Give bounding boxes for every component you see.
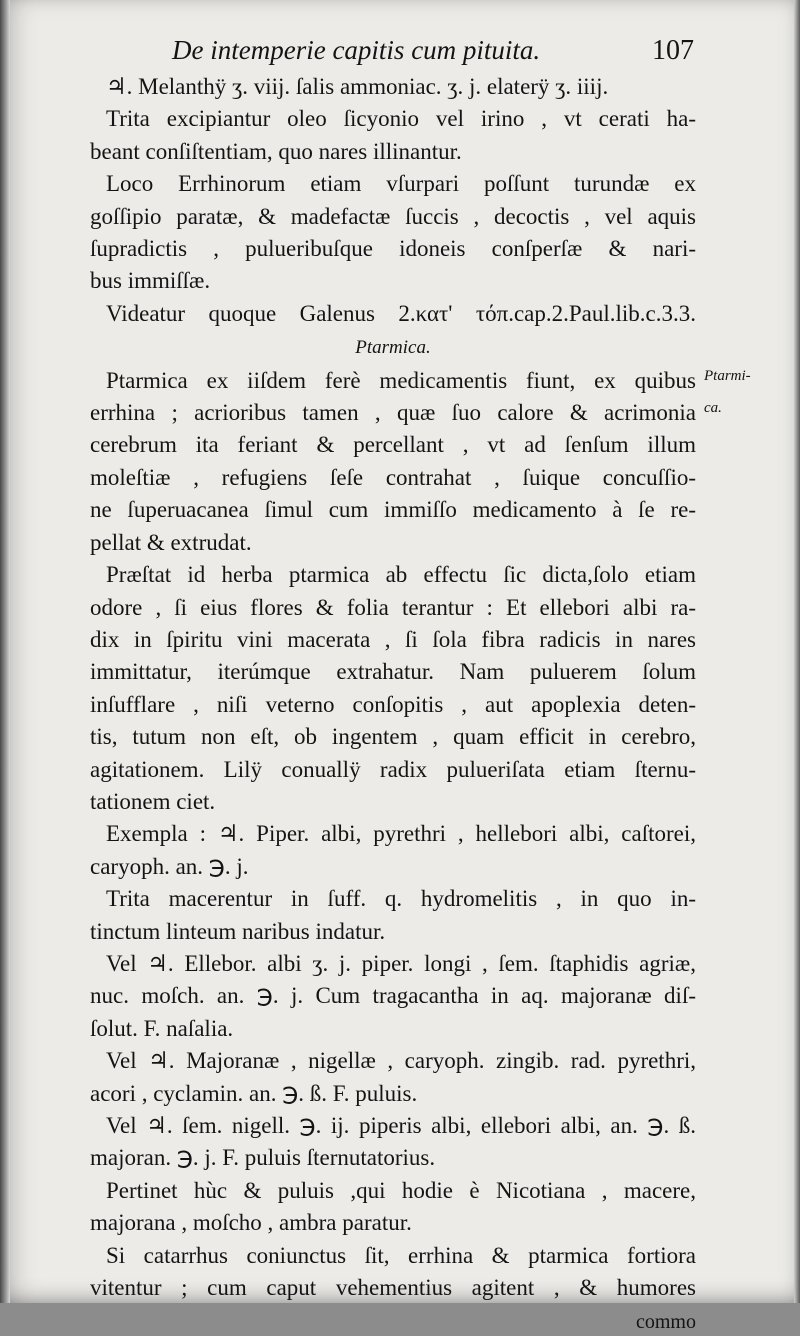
catchword: commo: [636, 1311, 696, 1334]
text-line: Pertinet hùc & puluis ,qui hodie è Nicotiana , macere,: [106, 1177, 696, 1203]
running-head: [90, 32, 696, 69]
page-edge-shadow: [794, 0, 800, 1303]
text-line: goſſipio paratæ, & madefactæ ſuccis , decoctis , vel aquis: [90, 203, 696, 229]
text-line: Vel ♃. Majoranæ , nigellæ , caryoph. zingib. rad. pyrethri,: [106, 1048, 696, 1074]
text-line: Trita excipiantur oleo ſicyonio vel irino , vt cerati ha-: [106, 106, 696, 132]
text-line: immittatur, iterúmque extrahatur. Nam puluerem ſolum: [90, 659, 696, 685]
text-line: errhina ; acrioribus tamen , quæ ſuo calore & acrimonia: [90, 400, 696, 426]
text-line: tationem ciet.: [90, 788, 216, 814]
text-line: Vel ♃. Ellebor. albi ʒ. j. piper. longi , ſem. ſtaphidis agriæ,: [106, 950, 696, 976]
text-line: Trita macerentur in ſuff. q. hydromelitis , in quo in-: [106, 886, 696, 912]
text-line: Exempla : ♃. Piper. albi, pyrethri , hellebori albi, caſtorei,: [106, 821, 696, 847]
text-line: Vel ♃. ſem. nigell. ℈. ij. piperis albi, ellebori albi, an. ℈. ß.: [106, 1113, 696, 1138]
text-line: acori , cyclamin. an. ℈. ß. F. puluis.: [90, 1080, 418, 1106]
text-line: Ptarmica ex iiſdem ferè medicamentis fiunt, ex quibus: [106, 367, 696, 393]
text-line: nuc. moſch. an. ℈. j. Cum tragacantha in aq. majoranæ diſ-: [90, 983, 696, 1009]
text-line: tis, tutum non eſt, ob ingentem , quam efficit in cerebro,: [90, 724, 696, 750]
text-line: tinctum linteum naribus indatur.: [90, 918, 386, 944]
page-number: 107: [652, 35, 694, 66]
text-line: ſolut. F. naſalia.: [90, 1015, 234, 1041]
text-line: moleſtiæ , refugiens ſeſe contrahat , ſuique concuſſio-: [90, 464, 696, 490]
text-line: odore , ſi eius flores & folia terantur : Et ellebori albi ra-: [90, 594, 696, 620]
text-line: inſufflare , niſi veterno conſopitis , aut apoplexia deten-: [90, 691, 696, 717]
section-heading: Ptarmica.: [355, 337, 431, 359]
marginal-note-line: ca.: [704, 400, 722, 416]
text-block: [90, 32, 696, 1336]
text-line: caryoph. an. ℈. j.: [90, 853, 249, 879]
text-line: cerebrum ita feriant & percellant , vt ad ſenſum illum: [90, 432, 696, 458]
text-line: majorana , moſcho , ambra paratur.: [90, 1210, 412, 1236]
text-line: vitentur ; cum caput vehementius agitent , & humores: [90, 1275, 696, 1301]
page-gutter-shadow: [0, 0, 10, 1303]
marginal-note: [704, 360, 751, 424]
text-line: agitationem. Lilÿ conuallÿ radix pulueriſata etiam ſternu-: [90, 756, 696, 782]
marginal-note-line: Ptarmi-: [704, 368, 751, 384]
running-head-title: De intemperie capitis cum pituita.: [172, 35, 541, 65]
text-line: Præſtat id herba ptarmica ab effectu ſic dicta,ſolo etiam: [106, 562, 696, 588]
text-line: Loco Errhinorum etiam vſurpari poſſunt turundæ ex: [106, 171, 696, 197]
text-line: Videatur quoque Galenus 2.κατ' τόπ.cap.2.Paul.lib.c.3.3.: [106, 300, 696, 326]
text-line: Si catarrhus coniunctus ſit, errhina & ptarmica fortiora: [106, 1242, 696, 1268]
text-line: ne ſuperuacanea ſimul cum immiſſo medicamento à ſe re-: [90, 497, 696, 523]
text-line: pellat & extrudat.: [90, 529, 252, 555]
text-line: dix in ſpiritu vini macerata , ſi ſola fibra radicis in nares: [90, 626, 696, 652]
text-line: bus immiſſæ.: [90, 268, 211, 294]
text-line: majoran. ℈. j. F. puluis ſternutatorius.: [90, 1145, 436, 1171]
text-line: ♃. Melanthÿ ʒ. viij. ſalis ammoniac. ʒ. j. elaterÿ ʒ. iiij.: [106, 74, 609, 99]
text-line: beant conſiſtentiam, quo nares illinantur.: [90, 138, 462, 164]
text-line: ſupradictis , pulueribuſque idoneis conſperſæ & nari-: [90, 236, 696, 262]
